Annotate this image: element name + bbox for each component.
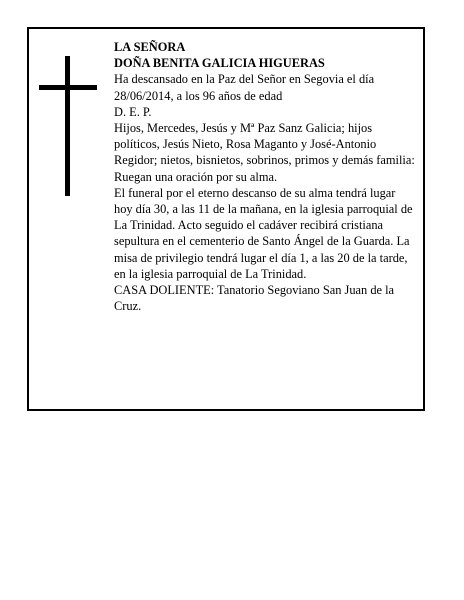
notice-title: LA SEÑORA bbox=[114, 40, 186, 54]
prayer-request: Ruegan una oración por su alma. bbox=[114, 169, 278, 184]
cross-icon bbox=[39, 56, 97, 196]
obituary-text bbox=[114, 39, 416, 314]
cross-horizontal-bar bbox=[39, 85, 97, 90]
dep-line: D. E. P. bbox=[114, 104, 152, 119]
funeral-details: El funeral por el eterno descanso de su alma tendrá lugar hoy día 30, a las 11 de la mañana, en la iglesia parroquial de La Trinidad. Acto seguido el cadáver recibirá cristiana sepultura en el cementerio de Santo Ángel de la Guarda. La misa de privilegio tendrá lugar el día 1, a las 20 de la tarde, en la iglesia parroquial de La Trinidad. bbox=[114, 185, 413, 281]
casa-doliente: CASA DOLIENTE: Tanatorio Segoviano San Juan de la Cruz. bbox=[114, 283, 395, 314]
deceased-name: DOÑA BENITA GALICIA HIGUERAS bbox=[114, 56, 325, 71]
cross-vertical-bar bbox=[65, 56, 70, 196]
family-list: Hijos, Mercedes, Jesús y Mª Paz Sanz Galicia; hijos políticos, Jesús Nieto, Rosa Maganto y José-Antonio Regidor; nietos, bisnietos, sobrinos, primos y demás familia: bbox=[114, 121, 415, 168]
death-notice: Ha descansado en la Paz del Señor en Segovia el día 28/06/2014, a los 96 años de edad bbox=[114, 72, 375, 103]
